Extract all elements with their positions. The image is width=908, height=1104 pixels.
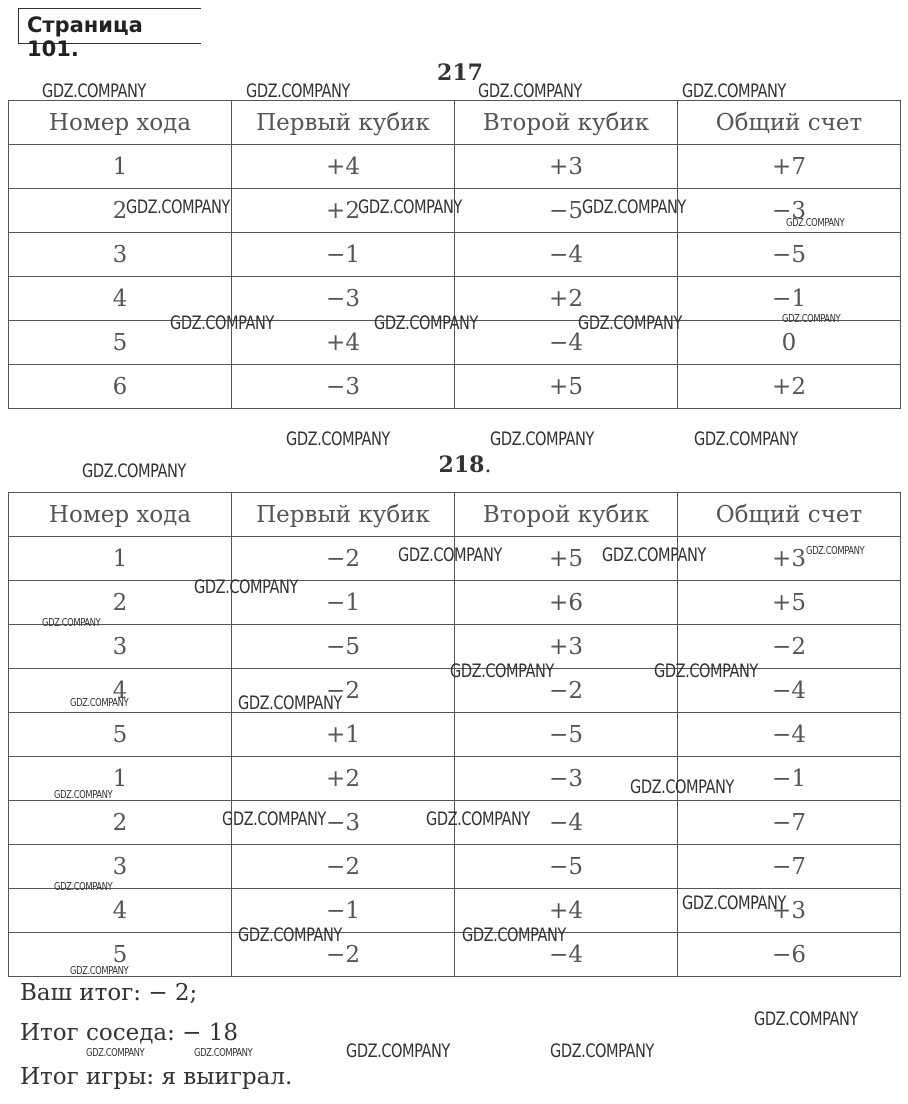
watermark-text: GDZ.COMPANY — [374, 312, 478, 334]
cell-total-score: −7 — [678, 845, 901, 889]
watermark-text: GDZ.COMPANY — [42, 616, 101, 629]
watermark-text: GDZ.COMPANY — [806, 544, 865, 557]
cell-total-score: −1 — [678, 757, 901, 801]
cell-second-die: +3 — [455, 145, 678, 189]
watermark-text: GDZ.COMPANY — [426, 808, 530, 830]
watermark-text: GDZ.COMPANY — [54, 788, 113, 801]
cell-total-score: −4 — [678, 713, 901, 757]
cell-total-score: −2 — [678, 625, 901, 669]
watermark-text: GDZ.COMPANY — [550, 1040, 654, 1062]
watermark-text: GDZ.COMPANY — [286, 428, 390, 450]
watermark-text: GDZ.COMPANY — [654, 660, 758, 682]
cell-total-score: +7 — [678, 145, 901, 189]
table-217 — [8, 100, 901, 409]
watermark-text: GDZ.COMPANY — [54, 880, 113, 893]
cell-move-number: 2 — [9, 581, 232, 625]
header-second-die: Второй кубик — [455, 493, 678, 537]
task-218-number-suffix: . — [484, 453, 492, 478]
cell-move-number: 5 — [9, 933, 232, 977]
table-header-row — [9, 101, 901, 145]
cell-first-die: +2 — [232, 189, 455, 233]
cell-first-die: −3 — [232, 365, 455, 409]
watermark-text: GDZ.COMPANY — [194, 1046, 253, 1059]
watermark-text: GDZ.COMPANY — [450, 660, 554, 682]
watermark-text: GDZ.COMPANY — [246, 80, 350, 102]
cell-move-number: 5 — [9, 713, 232, 757]
cell-second-die: +3 — [455, 625, 678, 669]
header-move-number: Номер хода — [9, 493, 232, 537]
watermark-text: GDZ.COMPANY — [490, 428, 594, 450]
cell-second-die: −4 — [455, 233, 678, 277]
cell-first-die: −2 — [232, 537, 455, 581]
cell-first-die: −2 — [232, 669, 455, 713]
cell-total-score: −7 — [678, 801, 901, 845]
cell-first-die: −5 — [232, 625, 455, 669]
task-218-number — [425, 452, 505, 478]
cell-first-die: −1 — [232, 581, 455, 625]
cell-move-number: 4 — [9, 277, 232, 321]
watermark-text: GDZ.COMPANY — [82, 460, 186, 482]
cell-first-die: +4 — [232, 321, 455, 365]
cell-second-die: −2 — [455, 669, 678, 713]
cell-total-score: −4 — [678, 669, 901, 713]
watermark-text: GDZ.COMPANY — [398, 544, 502, 566]
task-217-number: 217 — [437, 60, 483, 86]
watermark-text: GDZ.COMPANY — [70, 696, 129, 709]
table-row — [9, 933, 901, 977]
cell-second-die: −4 — [455, 933, 678, 977]
cell-total-score: −5 — [678, 233, 901, 277]
cell-first-die: −3 — [232, 277, 455, 321]
header-first-die: Первый кубик — [232, 101, 455, 145]
cell-total-score: +3 — [678, 537, 901, 581]
cell-second-die: +2 — [455, 277, 678, 321]
watermark-text: GDZ.COMPANY — [462, 924, 566, 946]
watermark-text: GDZ.COMPANY — [682, 80, 786, 102]
cell-total-score: +2 — [678, 365, 901, 409]
watermark-text: GDZ.COMPANY — [682, 892, 786, 914]
table-row — [9, 365, 901, 409]
cell-move-number: 5 — [9, 321, 232, 365]
cell-move-number: 4 — [9, 889, 232, 933]
table-row — [9, 845, 901, 889]
cell-second-die: +5 — [455, 365, 678, 409]
page-label: Страница 101. — [18, 8, 201, 44]
game-result: Итог игры: я выиграл. — [20, 1064, 293, 1090]
table-row — [9, 581, 901, 625]
cell-move-number: 2 — [9, 801, 232, 845]
header-total-score: Общий счет — [678, 101, 901, 145]
watermark-text: GDZ.COMPANY — [238, 692, 342, 714]
cell-total-score: −3 — [678, 189, 901, 233]
cell-total-score: 0 — [678, 321, 901, 365]
header-first-die: Первый кубик — [232, 493, 455, 537]
cell-second-die: −5 — [455, 713, 678, 757]
watermark-text: GDZ.COMPANY — [694, 428, 798, 450]
watermark-text: GDZ.COMPANY — [126, 196, 230, 218]
watermark-text: GDZ.COMPANY — [222, 808, 326, 830]
cell-first-die: −3 — [232, 801, 455, 845]
cell-second-die: −5 — [455, 845, 678, 889]
watermark-text: GDZ.COMPANY — [238, 924, 342, 946]
cell-move-number: 3 — [9, 233, 232, 277]
cell-move-number: 2 — [9, 189, 232, 233]
header-second-die: Второй кубик — [455, 101, 678, 145]
cell-first-die: −2 — [232, 933, 455, 977]
task-218-number-value: 218 — [438, 452, 485, 478]
watermark-text: GDZ.COMPANY — [478, 80, 582, 102]
cell-first-die: +2 — [232, 757, 455, 801]
watermark-text: GDZ.COMPANY — [170, 312, 274, 334]
cell-second-die: −4 — [455, 801, 678, 845]
cell-move-number: 1 — [9, 537, 232, 581]
watermark-text: GDZ.COMPANY — [630, 776, 734, 798]
watermark-text: GDZ.COMPANY — [194, 576, 298, 598]
cell-move-number: 4 — [9, 669, 232, 713]
cell-first-die: −1 — [232, 889, 455, 933]
cell-total-score: +5 — [678, 581, 901, 625]
watermark-text: GDZ.COMPANY — [602, 544, 706, 566]
cell-first-die: −1 — [232, 233, 455, 277]
watermark-text: GDZ.COMPANY — [578, 312, 682, 334]
watermark-text: GDZ.COMPANY — [70, 964, 129, 977]
cell-first-die: +4 — [232, 145, 455, 189]
your-total: Ваш итог: − 2; — [20, 980, 198, 1006]
table-header-row — [9, 493, 901, 537]
cell-total-score: −6 — [678, 933, 901, 977]
header-move-number: Номер хода — [9, 101, 232, 145]
cell-move-number: 6 — [9, 365, 232, 409]
cell-second-die: +4 — [455, 889, 678, 933]
cell-move-number: 3 — [9, 845, 232, 889]
watermark-text: GDZ.COMPANY — [86, 1046, 145, 1059]
cell-first-die: −2 — [232, 845, 455, 889]
cell-move-number: 1 — [9, 145, 232, 189]
cell-second-die: +5 — [455, 537, 678, 581]
neighbor-total: Итог соседа: − 18 — [20, 1020, 238, 1046]
cell-second-die: −4 — [455, 321, 678, 365]
watermark-text: GDZ.COMPANY — [754, 1008, 858, 1030]
watermark-text: GDZ.COMPANY — [42, 80, 146, 102]
watermark-text: GDZ.COMPANY — [582, 196, 686, 218]
cell-total-score: +3 — [678, 889, 901, 933]
table-row — [9, 713, 901, 757]
cell-total-score: −1 — [678, 277, 901, 321]
watermark-text: GDZ.COMPANY — [782, 312, 841, 325]
watermark-text: GDZ.COMPANY — [346, 1040, 450, 1062]
watermark-text: GDZ.COMPANY — [786, 216, 845, 229]
cell-move-number: 1 — [9, 757, 232, 801]
table-row — [9, 233, 901, 277]
cell-second-die: −5 — [455, 189, 678, 233]
cell-second-die: +6 — [455, 581, 678, 625]
cell-first-die: +1 — [232, 713, 455, 757]
header-total-score: Общий счет — [678, 493, 901, 537]
table-row — [9, 145, 901, 189]
table-row — [9, 757, 901, 801]
cell-second-die: −3 — [455, 757, 678, 801]
watermark-text: GDZ.COMPANY — [358, 196, 462, 218]
cell-move-number: 3 — [9, 625, 232, 669]
